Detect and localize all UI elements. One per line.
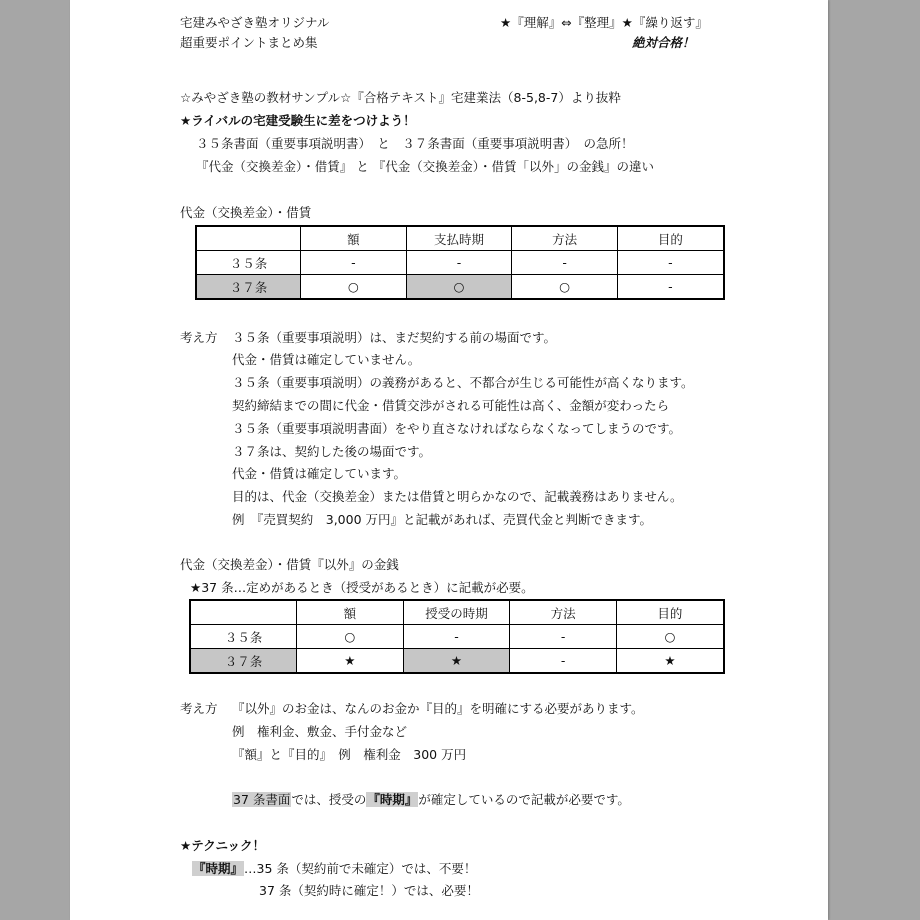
table-cell: -	[301, 251, 407, 275]
technique-line2: 37 条（契約時に確定！）では、必要！	[259, 883, 479, 898]
table-cell-text: 支払時期	[433, 231, 484, 247]
notes1-line: ３５条（重要事項説明書面）をやり直さなければならなくなってしまうのです。	[232, 421, 682, 436]
notes1-line: 目的は、代金（交換差金）または借賃と明らかなので、記載義務はありません。	[232, 489, 683, 504]
notes1-line: ３５条（重要事項説明）の義務があると、不都合が生じる可能性が高くなります。	[232, 375, 694, 390]
table-header-row	[196, 226, 724, 251]
intro-line4: 『代金（交換差金）・借賃』 と 『代金（交換差金）・借賃「以外」の金銭』の違い	[196, 159, 654, 174]
table-cell: 額	[297, 600, 404, 625]
header-right-line2: 絶対合格！	[632, 35, 695, 50]
table-cell: ○	[616, 625, 724, 649]
table-row	[196, 275, 724, 300]
table-cell: ○	[297, 625, 404, 649]
table-cell: ○	[406, 275, 512, 300]
table-cell	[196, 226, 301, 251]
table-cell: -	[617, 251, 724, 275]
intro-line1: ☆みやざき塾の教材サンプル☆『合格テキスト』宅建業法（8-5,8-7）より抜粋	[180, 90, 621, 105]
header-left-line1: 宅建みやざき塾オリジナル	[180, 15, 330, 30]
technique-line1-row	[192, 861, 476, 877]
table-header-row	[190, 600, 724, 625]
notes2-line1: 『以外』のお金は、なんのお金か『目的』を明確にする必要があります。	[232, 701, 644, 716]
table-row	[196, 251, 724, 275]
notes1-line: 代金・借賃は確定しています。	[232, 466, 407, 481]
table-cell: ３７条	[190, 649, 297, 674]
table-cell: -	[510, 625, 617, 649]
note37-rest: が確定しているので記載が必要です。	[418, 792, 630, 807]
technique-label: 『時期』	[193, 861, 244, 876]
header-left-line2: 超重要ポイントまとめ集	[180, 35, 318, 50]
table-cell: ★	[403, 649, 510, 674]
table-cell: 目的	[617, 226, 724, 251]
technique-title: ★テクニック！	[180, 838, 265, 853]
note37	[232, 792, 630, 808]
table-cell: 方法	[510, 600, 617, 625]
notes1-line: 例 『売買契約 3,000 万円』と記載があれば、売買代金と判断できます。	[232, 512, 653, 527]
table-cell: -	[617, 275, 724, 300]
table-cell: -	[512, 251, 618, 275]
section2-title: 代金（交換差金）・借賃『以外』の金銭	[180, 557, 399, 572]
table-cell: -	[403, 625, 510, 649]
notes1-line: 契約締結までの間に代金・借賃交渉がされる可能性は高く、金額が変わったら	[232, 398, 670, 413]
intro-line3: ３５条書面（重要事項説明書） と ３７条書面（重要事項説明書） の急所！	[196, 136, 634, 151]
section1-table	[195, 225, 725, 300]
table-cell: ★	[616, 649, 724, 674]
note37-highlight2: 『時期』	[367, 792, 418, 807]
table-cell: -	[406, 251, 512, 275]
notes1-line: ３７条は、契約した後の場面です。	[232, 444, 432, 459]
note37-highlight: 37 条書面	[233, 792, 291, 807]
table-cell: ３７条	[196, 275, 301, 300]
table-cell	[406, 226, 512, 251]
notes2-line2: 例 権利金、敷金、手付金など	[232, 724, 408, 739]
section1-title: 代金（交換差金）・借賃	[180, 205, 312, 220]
notes2-label: 考え方	[180, 701, 218, 716]
table-cell: 目的	[616, 600, 724, 625]
table-cell: 授受の時期	[403, 600, 510, 625]
table-cell: ○	[512, 275, 618, 300]
table-cell: ○	[301, 275, 407, 300]
table-cell: 額	[301, 226, 407, 251]
table-cell: ★	[297, 649, 404, 674]
table-cell: ３５条	[190, 625, 297, 649]
intro-line2: ★ライバルの宅建受験生に差をつけよう！	[180, 113, 416, 128]
notes2-line3: 『額』と『目的』 例 権利金 300 万円	[232, 747, 467, 762]
section2-table	[189, 599, 725, 674]
table-cell: 方法	[512, 226, 618, 251]
notes1-label: 考え方	[180, 330, 218, 345]
table-cell	[190, 600, 297, 625]
technique-line1: …35 条（契約前で未確定）では、不要！	[244, 861, 477, 876]
table-row	[190, 649, 724, 674]
table-row	[190, 625, 724, 649]
table-cell: -	[510, 649, 617, 674]
notes1-line: ３５条（重要事項説明）は、まだ契約する前の場面です。	[232, 330, 557, 345]
document-page	[70, 0, 828, 920]
section2-subtitle: ★37 条…定めがあるとき（授受があるとき）に記載が必要。	[190, 580, 534, 595]
notes1-line: 代金・借賃は確定していません。	[232, 352, 421, 367]
header-right-line1: ★『理解』⇔『整理』★『繰り返す』	[500, 15, 708, 30]
note37-mid: では、授受の	[291, 792, 367, 807]
table-cell: ３５条	[196, 251, 301, 275]
